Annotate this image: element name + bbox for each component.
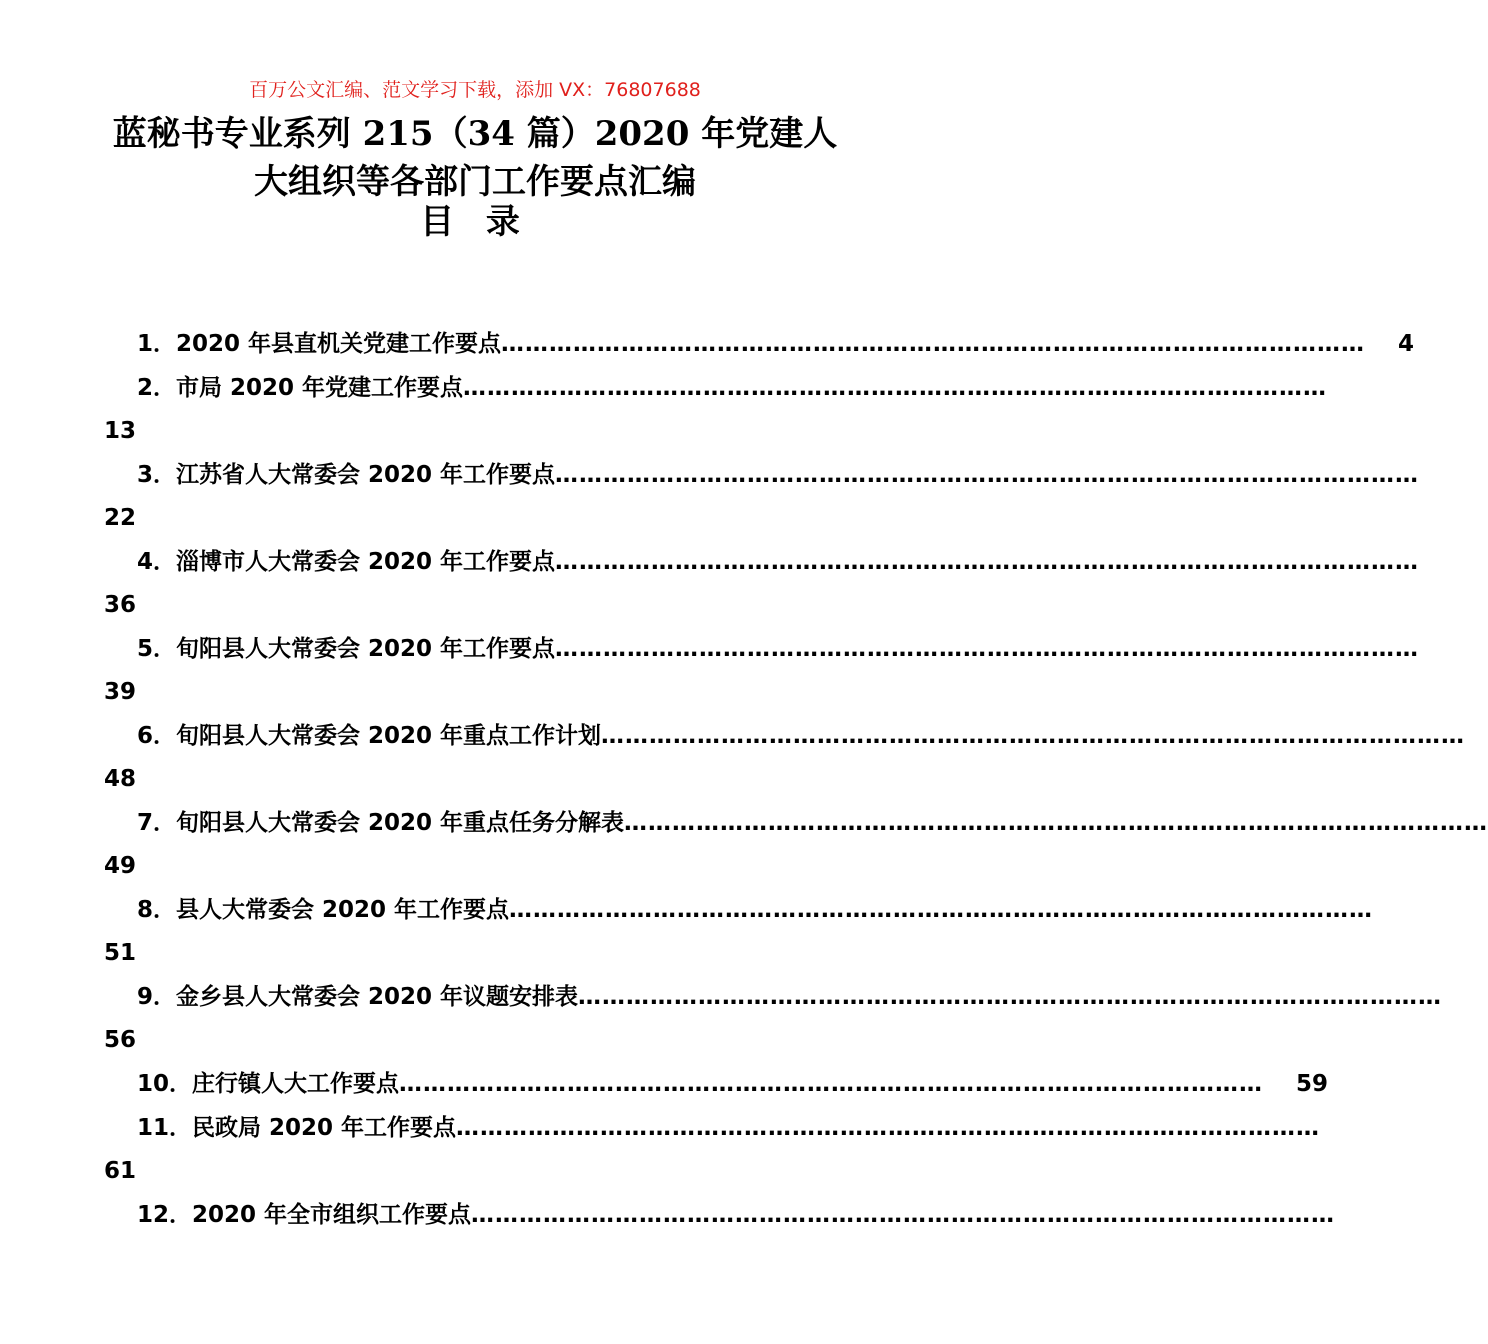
toc-entry[interactable]: 1．2020 年县直机关党建工作要点……………………………………………………………………………………………… 4: [104, 322, 814, 366]
toc-page-number: 22: [104, 505, 137, 531]
toc-page-number: 59: [1296, 1071, 1329, 1097]
toc-page-number: 51: [104, 940, 137, 966]
toc-entry[interactable]: 9．金乡县人大常委会 2020 年议题安排表……………………………………………………………………………………………… 56: [104, 975, 814, 1062]
toc-page-number: 36: [104, 592, 137, 618]
toc-entry[interactable]: 11．民政局 2020 年工作要点……………………………………………………………………………………………… 61: [104, 1106, 814, 1193]
toc-entry[interactable]: 8．县人大常委会 2020 年工作要点……………………………………………………………………………………………… 51: [104, 888, 814, 975]
toc-heading: 目 录: [420, 202, 530, 242]
toc-page-number: 49: [104, 853, 137, 879]
toc-entry[interactable]: 4．淄博市人大常委会 2020 年工作要点……………………………………………………………………………………………… 36: [104, 540, 814, 627]
toc-page-number: 39: [104, 679, 137, 705]
toc-entry[interactable]: 3．江苏省人大常委会 2020 年工作要点……………………………………………………………………………………………… 22: [104, 453, 814, 540]
promo-banner: 百万公文汇编、范文学习下载，添加 VX：76807688: [249, 79, 701, 101]
toc-page-number: 13: [104, 418, 137, 444]
table-of-contents: [104, 322, 1488, 1237]
toc-entry[interactable]: 12．2020 年全市组织工作要点………………………………………………………………………………………………: [137, 1202, 1336, 1228]
toc-page-number: 56: [104, 1027, 137, 1053]
toc-page-number: 61: [104, 1158, 137, 1184]
toc-entry[interactable]: 10．庄行镇人大工作要点……………………………………………………………………………………………… 59: [104, 1062, 814, 1106]
toc-entry[interactable]: 7．旬阳县人大常委会 2020 年重点任务分解表……………………………………………………………………………………………… 49: [104, 801, 814, 888]
document-title: 蓝秘书专业系列 215（34 篇）2020 年党建人大组织等各部门工作要点汇编: [112, 114, 838, 202]
toc-page-number: 4: [1398, 331, 1415, 357]
toc-page-number: 48: [104, 766, 137, 792]
toc-entry[interactable]: 5．旬阳县人大常委会 2020 年工作要点……………………………………………………………………………………………… 39: [104, 627, 814, 714]
toc-entry[interactable]: 2．市局 2020 年党建工作要点……………………………………………………………………………………………… 13: [104, 366, 814, 453]
toc-entry[interactable]: 6．旬阳县人大常委会 2020 年重点工作计划……………………………………………………………………………………………… 48: [104, 714, 814, 801]
